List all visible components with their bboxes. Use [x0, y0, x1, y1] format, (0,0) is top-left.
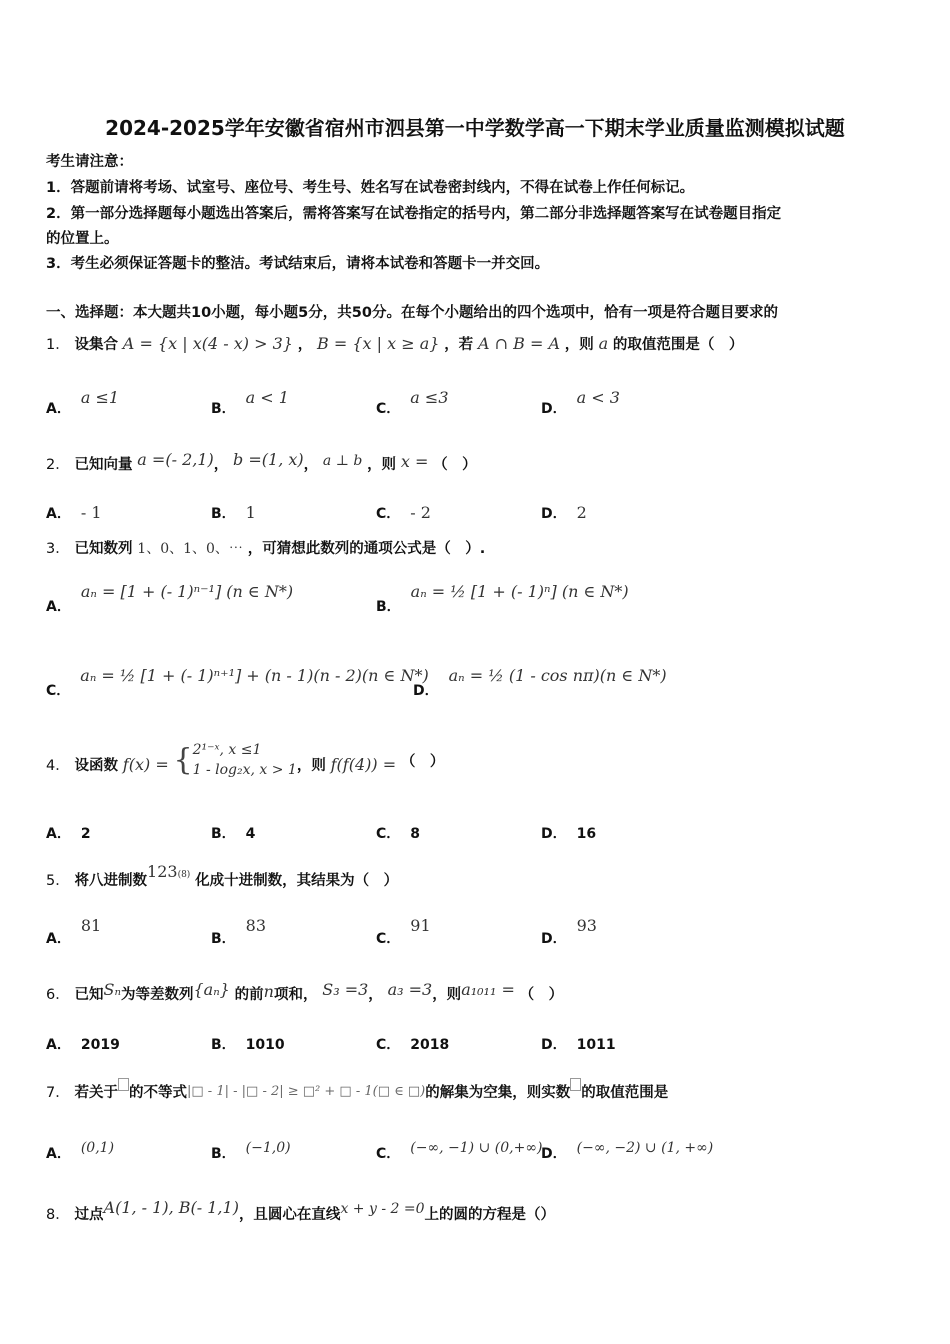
option-value: 83 — [245, 916, 267, 935]
option-value: aₙ = [1 + (- 1)ⁿ⁻¹] (n ∈ N*) — [80, 582, 294, 601]
option-label: A． — [46, 826, 71, 842]
option-label: C． — [376, 1146, 401, 1162]
question-number: 3． — [46, 541, 70, 557]
option-label: B． — [211, 1037, 236, 1053]
question-number: 6． — [46, 987, 70, 1003]
function-name: f(x) = — [122, 755, 169, 774]
q5-option-b[interactable] — [211, 916, 266, 948]
notice-item-2-cont: 的位置上。 — [46, 231, 119, 247]
separator: ， — [213, 457, 229, 473]
option-label: A． — [46, 506, 71, 522]
q6-option-a[interactable] — [46, 1034, 120, 1054]
question-text: 若关于 — [74, 1085, 119, 1101]
a1011-expression: a₁₀₁₁ = — [461, 980, 515, 999]
option-value: - 1 — [80, 503, 102, 522]
q6-option-b[interactable] — [211, 1034, 285, 1054]
option-label: C． — [46, 683, 71, 699]
piecewise-case-1: 2¹⁻ˣ, x ≤1 — [192, 742, 262, 758]
page-title: 2024-2025学年安徽省宿州市泗县第一中学数学高一下期末学业质量监测模拟试题 — [105, 116, 845, 140]
option-label: D． — [541, 1146, 567, 1162]
question-text: ，可猜想此数列的通项公式是（ ）. — [247, 541, 486, 557]
question-text: 上的圆的方程是（） — [424, 1207, 555, 1223]
section-heading: 一、选择题：本大题共10小题，每小题5分，共50分。在每个小题给出的四个选项中，恰有一项是符合题目要求的 — [46, 305, 778, 321]
question-number: 1． — [46, 337, 70, 353]
question-text: ，若 — [444, 337, 474, 353]
option-value: 1 — [245, 503, 256, 522]
q7-option-c[interactable] — [376, 1138, 542, 1163]
variable-n: n — [263, 982, 274, 1001]
question-number: 2． — [46, 457, 70, 473]
option-label: D． — [541, 401, 567, 417]
separator: ， — [297, 337, 313, 353]
question-text: 过点 — [74, 1207, 104, 1223]
option-value: 2 — [80, 826, 91, 842]
q7-option-b[interactable] — [211, 1138, 291, 1163]
notice-item-1: 1．答题前请将考场、试室号、座位号、考生号、姓名写在试卷密封线内，不得在试卷上作任何标记。 — [46, 180, 695, 196]
q6-option-d[interactable] — [541, 1034, 616, 1054]
option-value: (−1,0) — [245, 1140, 291, 1156]
missing-glyph-box — [118, 1078, 129, 1091]
option-label: B． — [211, 826, 236, 842]
option-label: C． — [376, 506, 401, 522]
question-text: （ ） — [433, 457, 477, 473]
option-label: A． — [46, 599, 71, 615]
q2-option-b[interactable] — [211, 503, 256, 523]
question-4 — [46, 740, 444, 780]
option-value: (0,1) — [80, 1140, 115, 1156]
q2-option-d[interactable] — [541, 503, 587, 523]
q3-option-d[interactable] — [413, 666, 667, 700]
option-value: a ≤3 — [410, 388, 449, 407]
q5-option-a[interactable] — [46, 916, 101, 948]
option-label: B． — [376, 599, 401, 615]
q3-option-a[interactable] — [46, 582, 293, 616]
option-label: C． — [376, 826, 401, 842]
question-text: 的取值范围是（ ） — [612, 337, 744, 353]
question-text: ，则 — [367, 457, 397, 473]
option-label: A． — [46, 1037, 71, 1053]
question-text: 设集合 — [74, 337, 119, 353]
vector-a: a =(- 2,1) — [137, 450, 214, 469]
option-value: 2018 — [410, 1037, 450, 1053]
question-text: 的前 — [234, 987, 264, 1003]
unknown-x: x = — [400, 452, 429, 471]
set-b-formula: B = {x | x ≥ a} — [316, 334, 440, 353]
option-value: a < 1 — [245, 388, 289, 407]
option-value: 4 — [245, 826, 256, 842]
notice-heading: 考生请注意： — [46, 154, 133, 170]
option-value: aₙ = ½ [1 + (- 1)ⁿ⁺¹] + (n - 1)(n - 2)(n ∈ N*) — [80, 666, 429, 685]
q1-option-b[interactable] — [211, 388, 289, 418]
option-value: 1011 — [576, 1037, 616, 1053]
q1-option-d[interactable] — [541, 388, 620, 418]
question-text: ，则 — [564, 337, 594, 353]
option-label: B． — [211, 401, 236, 417]
inequality: |□ - 1| - |□ - 2| ≥ □² + □ - 1(□ ∈ □) — [187, 1084, 426, 1099]
q2-option-c[interactable] — [376, 503, 431, 523]
option-value: (−∞, −1) ∪ (0,+∞) — [410, 1140, 543, 1156]
q3-option-c[interactable] — [46, 666, 429, 700]
octal-number: 123 — [147, 862, 178, 881]
q4-option-a[interactable] — [46, 823, 91, 843]
q1-option-a[interactable] — [46, 388, 119, 418]
q5-option-d[interactable] — [541, 916, 597, 948]
question-text: 的不等式 — [129, 1085, 188, 1101]
perpendicular-condition: a ⊥ b — [322, 453, 363, 469]
question-text: 的取值范围是 — [581, 1085, 669, 1101]
line-equation: x + y - 2 =0 — [340, 1201, 425, 1217]
question-text: ，则 — [296, 758, 326, 774]
option-label: C． — [376, 401, 401, 417]
sequence-an: {aₙ} — [193, 980, 230, 999]
question-2 — [46, 450, 477, 474]
option-value: 93 — [576, 916, 597, 935]
option-label: D． — [541, 506, 567, 522]
option-label: D． — [541, 826, 567, 842]
question-number: 5． — [46, 873, 70, 889]
question-text: 项和， — [273, 987, 318, 1003]
s3-value: S₃ =3 — [322, 980, 369, 999]
question-text: 已知数列 — [74, 541, 133, 557]
question-text: 设函数 — [74, 758, 119, 774]
question-text: 已知 — [74, 987, 104, 1003]
a3-value: a₃ =3 — [387, 980, 433, 999]
question-number: 8． — [46, 1207, 70, 1223]
option-value: 16 — [576, 826, 597, 842]
question-text: ，且圆心在直线 — [238, 1207, 341, 1223]
question-5 — [46, 862, 398, 890]
question-6 — [46, 980, 563, 1004]
q6-option-c[interactable] — [376, 1034, 449, 1054]
question-7 — [46, 1078, 668, 1102]
piecewise-cases — [193, 740, 297, 780]
notice-item-2: 2．第一部分选择题每小题选出答案后，需将答案写在试卷指定的括号内，第二部分非选择题答案写在试卷题目指定 — [46, 206, 782, 222]
brace: { — [173, 742, 193, 778]
option-value: 8 — [410, 826, 421, 842]
points-formula: A(1, - 1), B(- 1,1) — [103, 1198, 239, 1217]
question-number: 7． — [46, 1085, 70, 1101]
option-value: 2019 — [80, 1037, 120, 1053]
option-label: A． — [46, 931, 71, 947]
condition-formula: A ∩ B = A — [477, 334, 560, 353]
option-value: 91 — [410, 916, 431, 935]
question-text: 为等差数列 — [120, 987, 194, 1003]
question-text: （ ） — [519, 987, 564, 1003]
question-number: 4． — [46, 758, 70, 774]
option-label: D． — [413, 683, 439, 699]
option-value: - 2 — [410, 503, 431, 522]
question-text: ，则 — [432, 987, 462, 1003]
option-value: aₙ = ½ (1 - cos nπ)(n ∈ N*) — [448, 666, 667, 685]
sequence: 1、0、1、0、⋯ — [137, 541, 243, 557]
q1-option-c[interactable] — [376, 388, 449, 418]
piecewise-case-2: 1 - log₂x, x > 1 — [192, 762, 297, 778]
question-text: 已知向量 — [74, 457, 133, 473]
separator: ， — [368, 987, 383, 1003]
number-base: (8) — [177, 870, 191, 880]
q7-option-d[interactable] — [541, 1138, 713, 1163]
q3-option-b[interactable] — [376, 582, 629, 616]
option-value: 81 — [80, 916, 102, 935]
option-label: B． — [211, 506, 236, 522]
option-value: (−∞, −2) ∪ (1, +∞) — [576, 1140, 714, 1156]
option-label: A． — [46, 1146, 71, 1162]
q4-option-c[interactable] — [376, 823, 420, 843]
question-3 — [46, 537, 485, 558]
q4-option-d[interactable] — [541, 823, 596, 843]
option-value: a ≤1 — [80, 388, 120, 407]
option-value: 2 — [576, 503, 587, 522]
option-label: D． — [541, 931, 567, 947]
question-text: 化成十进制数，其结果为（ ） — [195, 873, 399, 889]
question-8 — [46, 1198, 555, 1224]
vector-b: b =(1, x) — [233, 450, 304, 469]
question-1 — [46, 333, 743, 354]
q7-option-a[interactable] — [46, 1138, 114, 1163]
question-text: （ ） — [400, 754, 445, 770]
missing-glyph-box — [570, 1078, 581, 1091]
option-label: B． — [211, 931, 236, 947]
option-value: a < 3 — [576, 388, 620, 407]
q2-option-a[interactable] — [46, 503, 102, 523]
option-label: B． — [211, 1146, 236, 1162]
sum-sn: Sₙ — [103, 980, 121, 999]
separator: ， — [303, 457, 319, 473]
question-text: 的解集为空集，则实数 — [425, 1085, 571, 1101]
option-label: D． — [541, 1037, 567, 1053]
variable: a — [598, 334, 609, 353]
option-value: aₙ = ½ [1 + (- 1)ⁿ] (n ∈ N*) — [410, 582, 629, 601]
notice-item-3: 3．考生必须保证答题卡的整洁。考试结束后，请将本试卷和答题卡一并交回。 — [46, 256, 550, 272]
option-value: 1010 — [245, 1037, 285, 1053]
option-label: C． — [376, 1037, 401, 1053]
composite-expression: f(f(4)) = — [330, 755, 397, 774]
option-label: A． — [46, 401, 71, 417]
q4-option-b[interactable] — [211, 823, 255, 843]
q5-option-c[interactable] — [376, 916, 431, 948]
set-a-formula: A = {x | x(4 - x) > 3} — [122, 334, 293, 353]
option-label: C． — [376, 931, 401, 947]
question-text: 将八进制数 — [74, 873, 148, 889]
